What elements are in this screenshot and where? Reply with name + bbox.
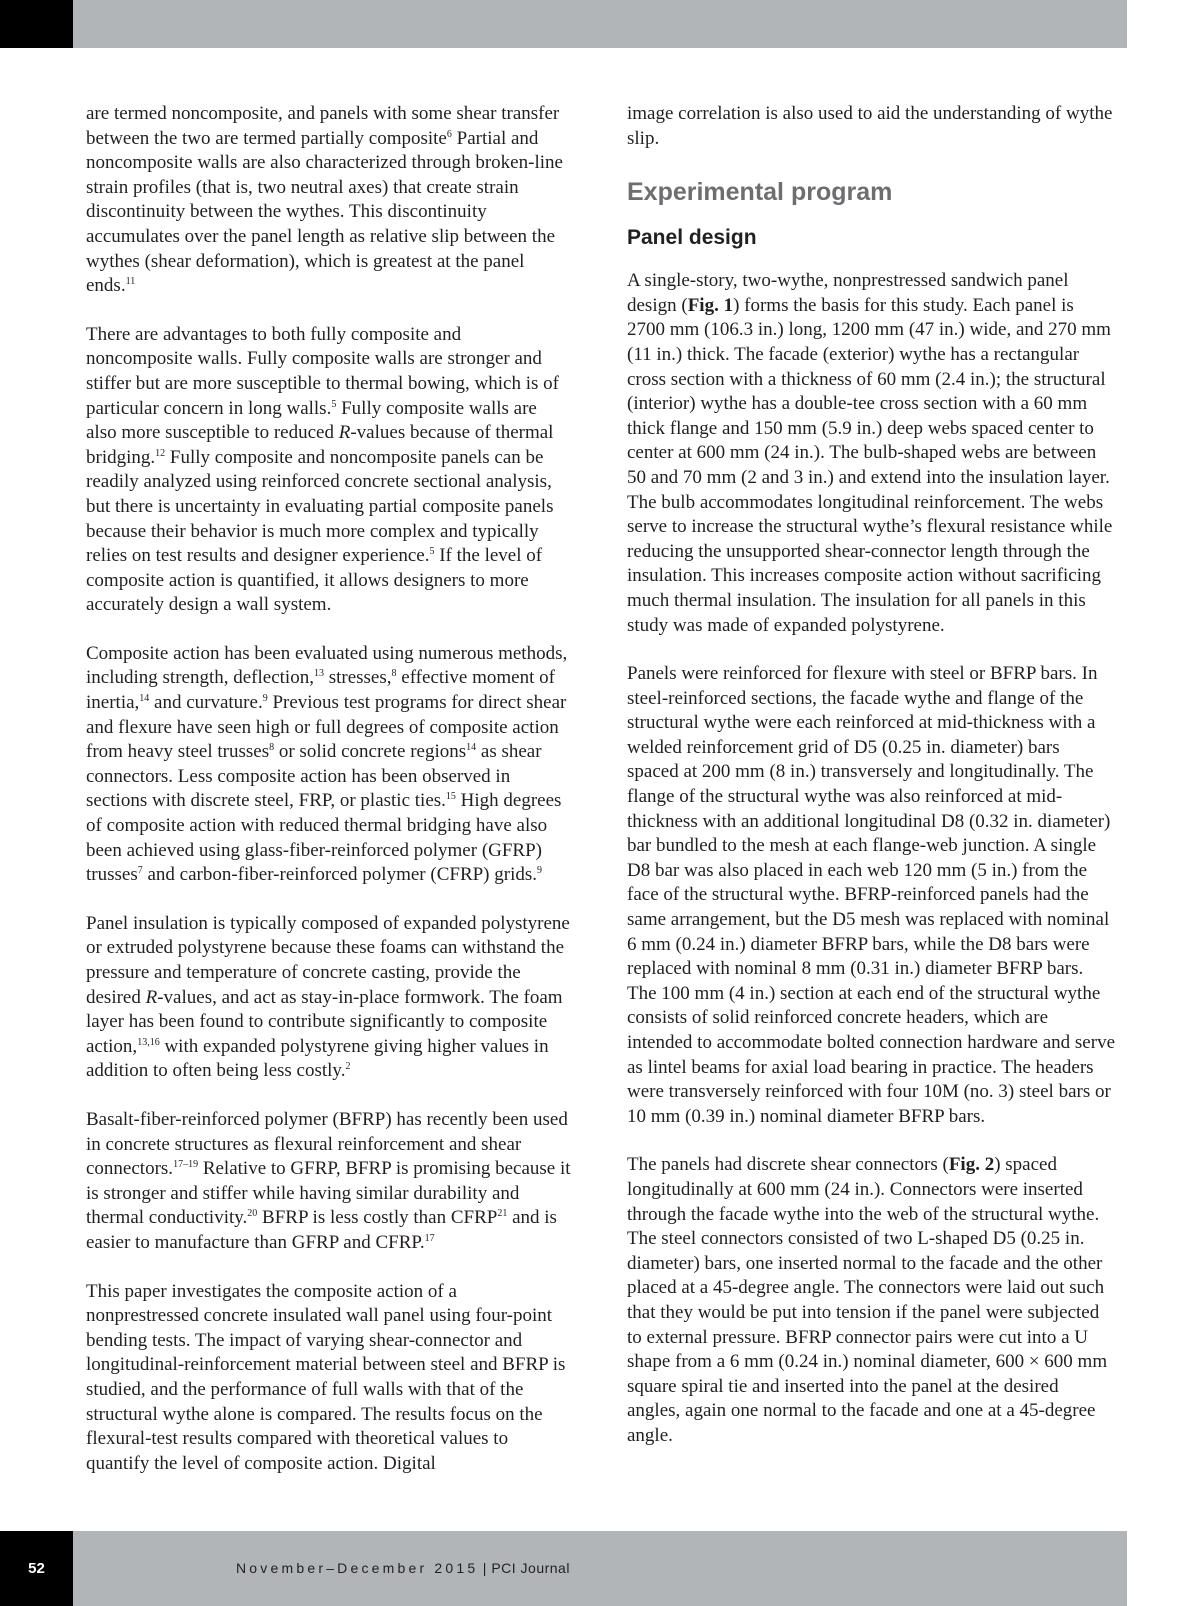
right-column (627, 102, 1115, 1473)
paragraph-left-4: Panel insulation is typically composed of expanded polystyrene or extruded polystyrene because these foams can withstand the pressure and temperature of concrete casting, provide the desired R-values, and act as stay-in-place formwork. The foam layer has been found to contribute significantly to composite action,$^{13,16}$ with expanded polystyrene giving higher values in addition to often being less costly.$^2$ (86, 912, 570, 1082)
paragraph-left-5: Basalt-fiber-reinforced polymer (BFRP) has recently been used in concrete structures as flexural reinforcement and shear connectors.$^{17-19}$ Relative to GFRP, BFRP is promising because it is stronger and stiffer while having similar durability and thermal conductivity.$^{20}$ BFRP is less costly than CFRP$^{21}$ and is easier to manufacture than GFRP and CFRP.$^{17}$ (86, 1108, 571, 1253)
citation: 2 (345, 1061, 351, 1073)
paragraph-left-3: Composite action has been evaluated using numerous methods, including strength, deflection,$^{13}$ stresses,$^8$ effective moment of inertia,$^{14}$ and curvature.$^9$ Previous test programs for direct shear and flexure have seen high or full degrees of composite action from heavy steel trusses$^8$ or solid concrete regions$^{14}$ as shear connectors. Less composite action has been observed in sections with discrete steel, FRP, or plastic ties.$^{15}$ High degrees of composite action with reduced thermal bridging have also been achieved using glass-fiber-reinforced polymer (GFRP) trusses$^7$ and carbon-fiber-reinforced polymer (CFRP) grids.$^9$ (86, 642, 568, 886)
header-band (0, 0, 1127, 48)
citation: 17–19 (173, 1159, 199, 1171)
citation: 8 (269, 742, 275, 754)
section-heading: Experimental program (627, 178, 893, 207)
citation: 9 (537, 865, 543, 877)
citation: 6 (446, 128, 452, 140)
paragraph-right-3: The panels had discrete shear connectors (Fig. 2) spaced longitudinally at 600 mm (24 in.). Connectors were inserted through the facade wythe into the web of the structural wythe. The steel connectors consisted of two L-shaped D5 (0.25 in. diameter) bars, one inserted normal to the facade and the other placed at a 45-degree angle. The connectors were laid out such that they would be put into tension if the panel were subjected to external pressure. BFRP connector pairs were cut into a U shape from a 6 mm (0.24 in.) nominal diameter, 600 × 600 mm square spiral tie and inserted into the panel at the desired angles, again one normal to the facade and one at a 45-degree angle. (627, 1154, 1108, 1446)
paragraph-left-1: are termed noncomposite, and panels with some shear transfer between the two are termed partially composite$^6$ Partial and noncomposite walls are also characterized through broken-line strain profiles (that is, two neutral axes) that create strain discontinuity between the wythes. This discontinuity accumulates over the panel length as relative slip between the wythes (shear deformation), which is greatest at the panel ends.$^{11}$ (86, 103, 563, 297)
footer-separator: | (482, 1560, 487, 1576)
citation: 5 (331, 398, 337, 410)
citation: 14 (139, 693, 150, 705)
paragraph-right-1: A single-story, two-wythe, nonprestressed sandwich panel design (Fig. 1) forms the basis for this study. Each panel is 2700 mm (106.3 in.) long, 1200 mm (47 in.) wide, and 270 mm (11 in.) thick. The facade (exterior) wythe has a rectangular cross section with a thickness of 60 mm (2.4 in.); the structural (interior) wythe has a double-tee cross section with a 60 mm thick flange and 150 mm (5.9 in.) deep webs spaced center to center at 600 mm (24 in.). The bulb-shaped webs are between 50 and 70 mm (2 and 3 in.) and extend into the insulation layer. The bulb accommodates longitudinal reinforcement. The webs serve to increase the structural wythe’s flexural resistance while reducing the unsupported shear-connector length through the insulation. This increases composite action without sacrificing much thermal insulation. The insulation for all panels in this study was made of expanded polystyrene. (627, 270, 1113, 636)
page-number: 52 (28, 1560, 45, 1577)
citation: 15 (445, 791, 456, 803)
issue-date: November–December 2015 (236, 1560, 479, 1576)
citation: 13 (313, 668, 324, 680)
citation: 5 (429, 546, 435, 558)
journal-footer (236, 1531, 570, 1606)
citation: 7 (137, 865, 143, 877)
citation: 8 (391, 668, 397, 680)
citation: 12 (155, 447, 166, 459)
citation: 17 (424, 1232, 435, 1244)
journal-name: PCI Journal (491, 1560, 570, 1576)
paragraph-right-0: image correlation is also used to aid the understanding of wythe slip. (627, 103, 1113, 149)
subsection-heading: Panel design (627, 226, 757, 250)
figure-reference: Fig. 2 (948, 1154, 995, 1176)
paragraph-left-6: This paper investigates the composite action of a nonprestressed concrete insulated wall panel using four-point bending tests. The impact of varying shear-connector and longitudinal-reinforcement material between steel and BFRP is studied, and the performance of full walls with that of the structural wythe alone is compared. The results focus on the flexural-test results compared with theoretical values to quantify the level of composite action. Digital (86, 1280, 566, 1474)
citation: 21 (497, 1208, 508, 1220)
citation: 20 (247, 1208, 258, 1220)
header-corner-tab (0, 0, 73, 48)
figure-reference: Fig. 1 (687, 294, 734, 316)
citation: 14 (466, 742, 477, 754)
paragraph-right-2: Panels were reinforced for flexure with steel or BFRP bars. In steel-reinforced sections, the facade wythe and flange of the structural wythe were each reinforced at mid-thickness with a welded reinforcement grid of D5 (0.25 in. diameter) bars spaced at 200 mm (8 in.) transversely and longitudinally. The flange of the structural wythe was also reinforced at mid-thickness with an additional longitudinal D8 (0.32 in. diameter) bar bundled to the mesh at each flange-web junction. A single D8 bar was also placed in each web 120 mm (5 in.) from the face of the structural wythe. BFRP-reinforced panels had the same arrangement, but the D5 mesh was replaced with nominal 6 mm (0.24 in.) diameter BFRP bars, while the D8 bars were replaced with nominal 8 mm (0.31 in.) diameter BFRP bars. The 100 mm (4 in.) section at each end of the structural wythe consists of solid reinforced concrete headers, which are intended to accommodate bolted connection hardware and serve as lintel beams for axial load bearing in practice. The headers were transversely reinforced with four 10M (no. 3) steel bars or 10 mm (0.39 in.) nominal diameter BFRP bars. (627, 663, 1115, 1127)
citation: 9 (262, 693, 268, 705)
paragraph-left-2: There are advantages to both fully composite and noncomposite walls. Fully composite walls are stronger and stiffer but are more susceptible to thermal bowing, which is of particular concern in long walls.$^5$ Fully composite walls are also more susceptible to reduced R-values because of thermal bridging.$^{12}$ Fully composite and noncomposite panels can be readily analyzed using reinforced concrete sectional analysis, but there is uncertainty in evaluating partial composite panels because their behavior is much more complex and typically relies on test results and designer experience.$^5$ If the level of composite action is quantified, it allows designers to more accurately design a wall system. (86, 323, 559, 616)
citation: 11 (125, 276, 136, 288)
left-column (86, 102, 572, 1500)
citation: 13,16 (137, 1036, 160, 1048)
